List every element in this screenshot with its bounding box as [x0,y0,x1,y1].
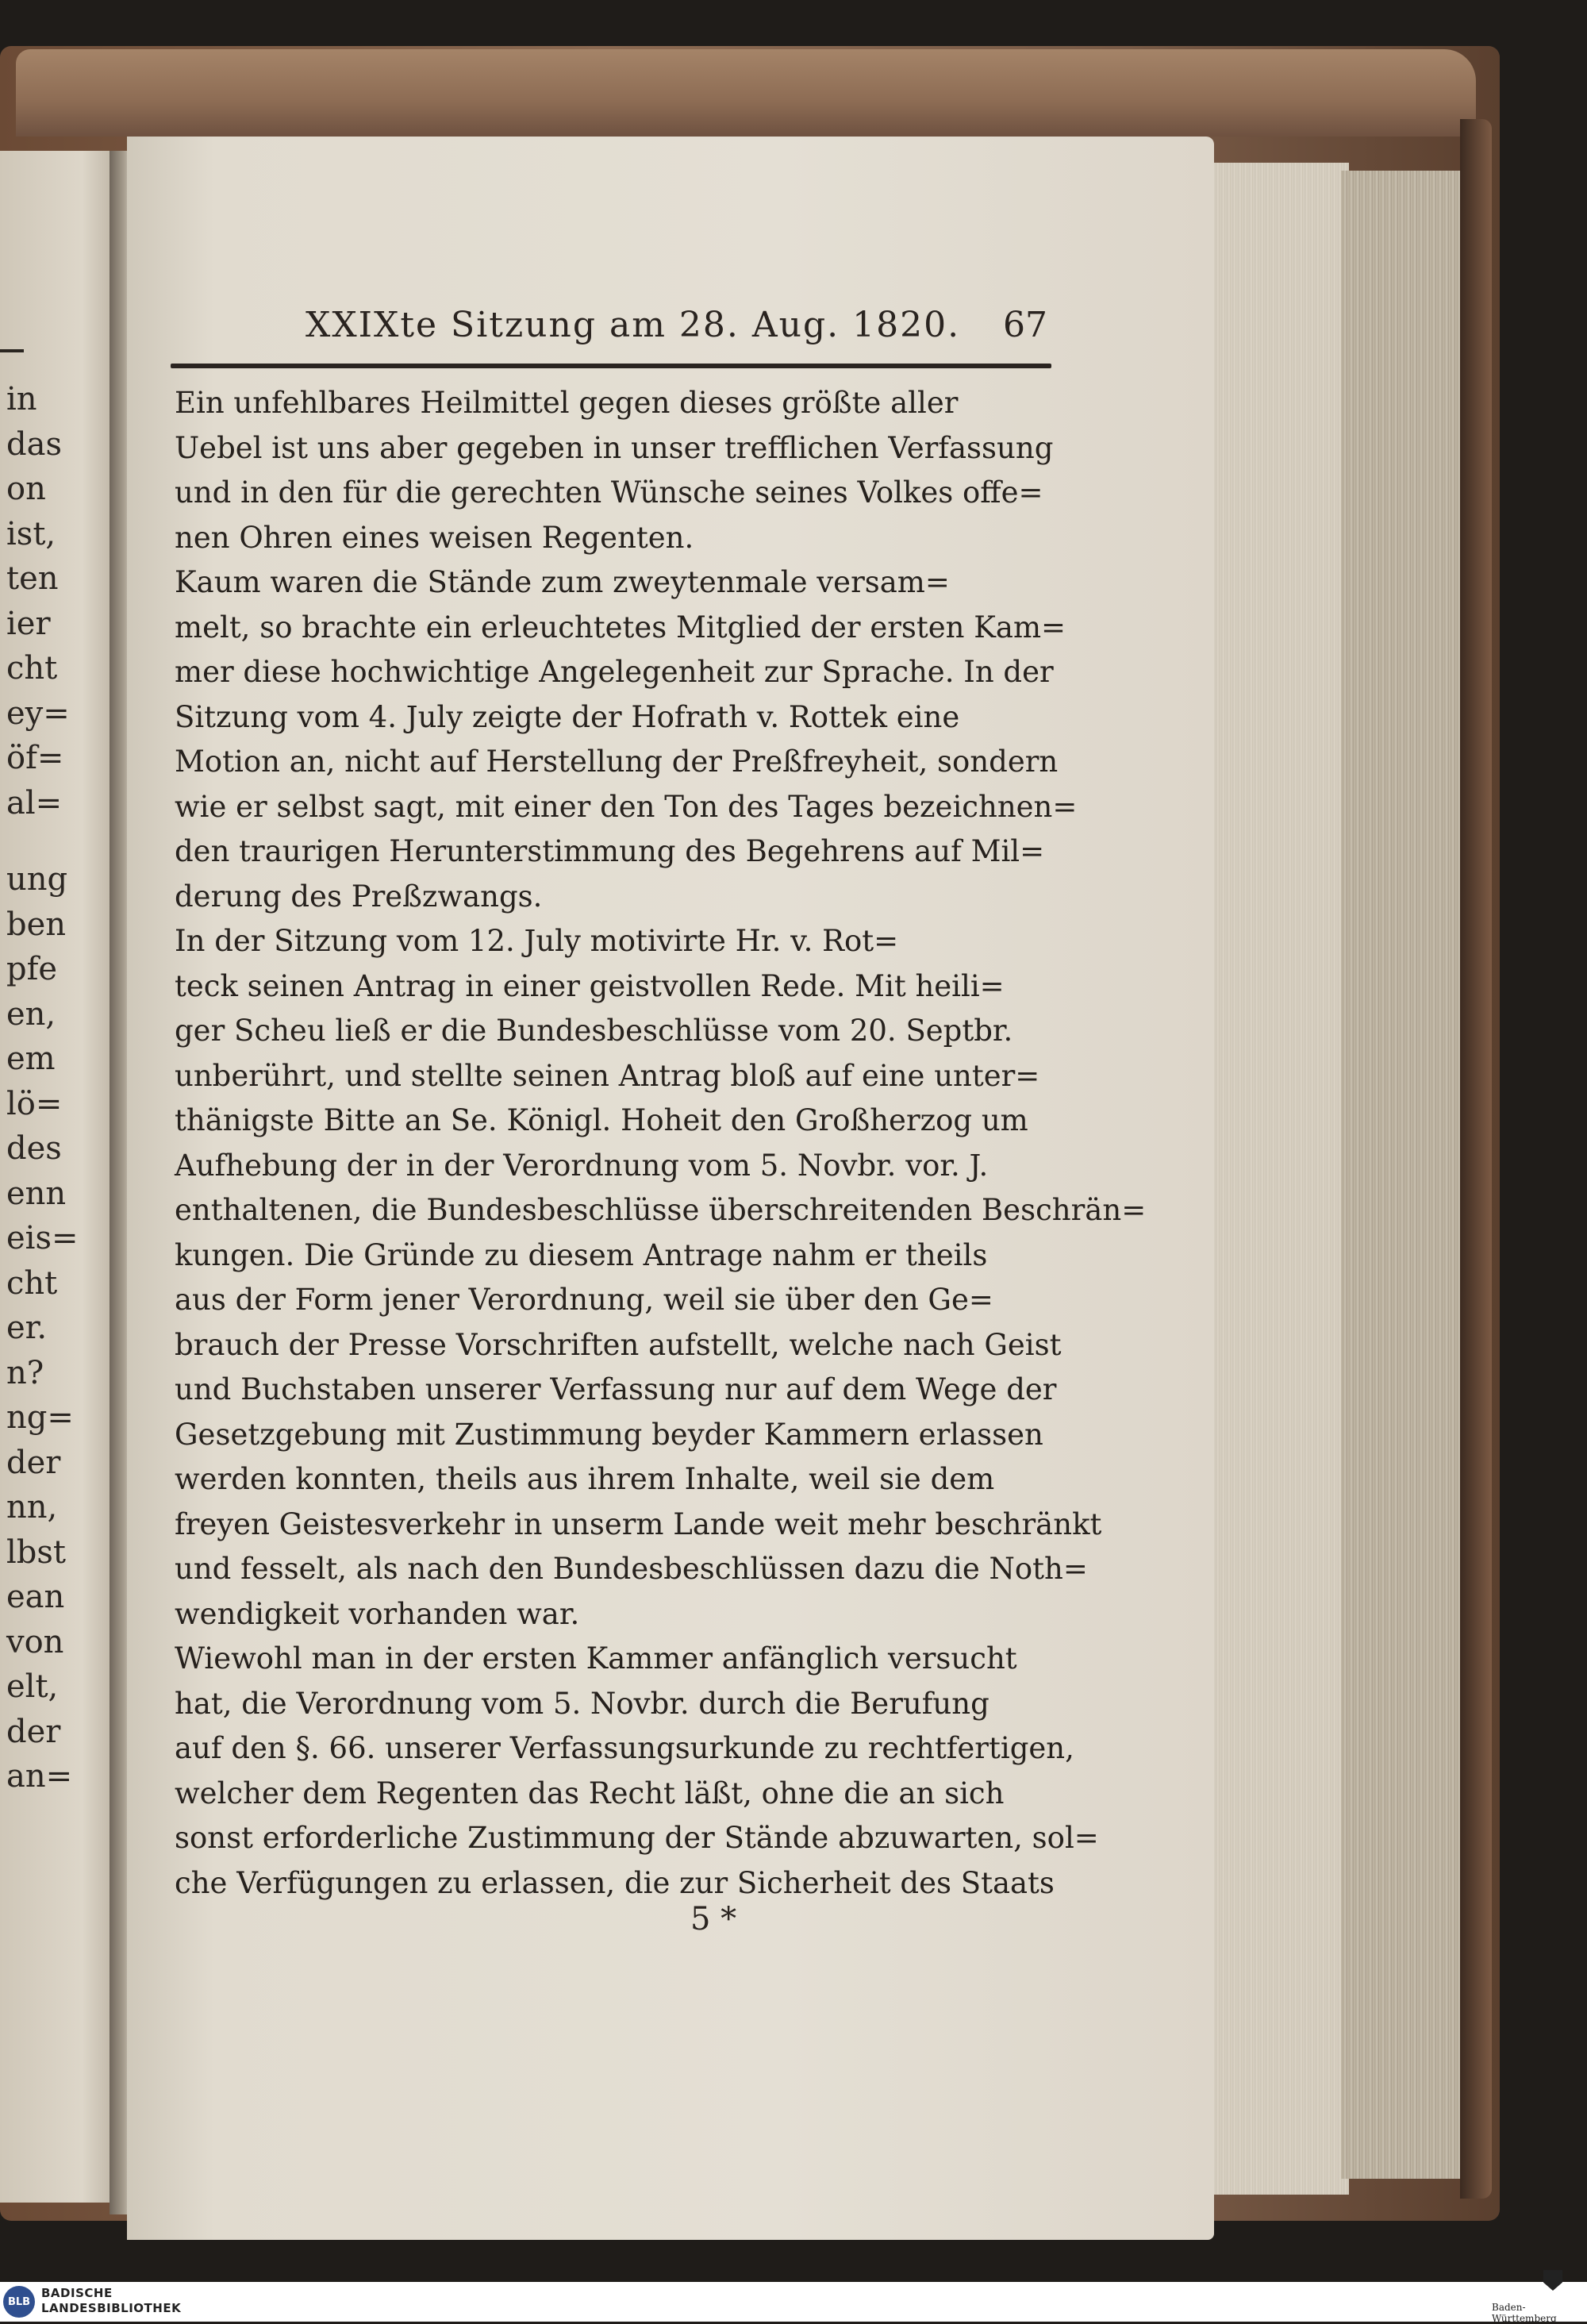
left-page-fragment: er. [6,1310,48,1346]
left-page-fragment: ung [6,861,68,898]
text-line: Ein unfehlbares Heilmittel gegen dieses größte aller [175,386,959,420]
left-page-fragment: ben [6,906,67,943]
text-line: kungen. Die Gründe zu diesem Antrage nahm er theils [175,1237,988,1272]
text-line: hat, die Verordnung vom 5. Novbr. durch die Berufung [175,1686,989,1721]
left-page-fragment: elt, [6,1668,59,1705]
text-line: werden konnten, theils aus ihrem Inhalte, weil sie dem [175,1462,995,1496]
text-line: enthaltenen, die Bundesbeschlüsse überschreitenden Beschrän= [175,1193,1147,1227]
left-page-fragment: al= [6,784,63,821]
left-page-fragment: von [6,1623,64,1660]
left-page-fragment: em [6,1041,56,1077]
text-line: welcher dem Regenten das Recht läßt, ohne die an sich [175,1776,1005,1810]
left-page-fragment: en, [6,995,56,1033]
left-page-rule [0,349,24,352]
page-block-edges [1214,163,1349,2195]
left-page-fragment: öf= [6,740,64,776]
left-page-fragment: eis= [6,1220,79,1256]
text-line: melt, so brachte ein erleuchtetes Mitglied der ersten Kam= [175,610,1066,644]
left-page-fragment: der [6,1713,61,1750]
text-line: Wiewohl man in der ersten Kammer anfänglich versucht [175,1641,1017,1676]
text-line: In der Sitzung vom 12. July motivirte Hr. v. Rot= [175,924,899,958]
library-name [41,2286,181,2316]
left-page-fragment: ng= [6,1399,74,1436]
left-page-fragment: das [6,425,62,463]
text-line: den traurigen Herunterstimmung des Begehrens auf Mil= [175,834,1045,868]
text-line: brauch der Presse Vorschriften aufstellt, welche nach Geist [175,1327,1062,1362]
text-line: wendigkeit vorhanden war. [175,1596,580,1631]
running-head [305,305,1047,352]
left-page-fragment: lbst [6,1533,66,1571]
text-line: Uebel ist uns aber gegeben in unser trefflichen Verfassung [175,430,1054,465]
library-name-line1: BADISCHE [41,2286,113,2300]
text-line: Gesetzgebung mit Zustimmung beyder Kammern erlassen [175,1417,1043,1452]
text-line: che Verfügungen zu erlassen, die zur Sicherheit des Staats [175,1865,1055,1900]
text-line: und fesselt, als nach den Bundesbeschlüssen dazu die Noth= [175,1552,1088,1586]
text-line: teck seinen Antrag in einer geistvollen Rede. Mit heili= [175,968,1005,1003]
body-text [175,381,1147,1906]
text-line: mer diese hochwichtige Angelegenheit zur Sprache. In der [175,655,1054,689]
text-line: und Buchstaben unserer Verfassung nur auf dem Wege der [175,1372,1057,1406]
page-block-edges-shadow [1341,171,1460,2179]
text-line: derung des Preßzwangs. [175,879,543,914]
text-line: Sitzung vom 4. July zeigte der Hofrath v. Rottek eine [175,699,960,734]
book-cover-right-board [1460,119,1492,2199]
text-line: unberührt, und stellte seinen Antrag bloß auf eine unter= [175,1058,1040,1093]
text-line: Motion an, nicht auf Herstellung der Preßfreyheit, sondern [175,745,1059,779]
left-page-fragment: pfe [6,951,58,987]
left-page-fragment: des [6,1130,62,1167]
text-line: ger Scheu ließ er die Bundesbeschlüsse vom 20. Septbr. [175,1014,1013,1048]
partner-label: Baden-Württemberg [1492,2302,1557,2324]
left-page [0,151,117,2203]
left-page-fragment: on [6,471,46,507]
left-page-fragment: cht [6,1264,58,1302]
left-page-fragment: ey= [6,695,70,732]
book-cover-top-edge [16,49,1476,137]
left-page-fragment: der [6,1444,61,1481]
signature-mark: 5 * [690,1901,737,1937]
library-name-line2: LANDESBIBLIOTHEK [41,2301,182,2315]
left-page-fragment: an= [6,1758,73,1795]
text-line: Aufhebung der in der Verordnung vom 5. Novbr. vor. J. [175,1148,989,1183]
left-page-fragment: lö= [6,1085,63,1122]
left-page-fragment: cht [6,650,58,687]
text-line: auf den §. 66. unserer Verfassungsurkunde zu rechtfertigen, [175,1731,1074,1765]
left-page-fragment: nn, [6,1489,58,1526]
text-line: wie er selbst sagt, mit einer den Ton des Tages bezeichnen= [175,789,1078,824]
text-line: und in den für die gerechten Wünsche seines Volkes offe= [175,475,1043,510]
page-number: 67 [1003,305,1047,345]
left-page-fragment: ist, [6,515,56,552]
header-rule [171,364,1051,368]
footer-bar [0,2282,1587,2322]
left-page-fragment: ean [6,1579,65,1615]
left-page-fragment: ier [6,605,51,642]
text-line: sonst erforderliche Zustimmung der Stände abzuwarten, sol= [175,1821,1099,1855]
text-line: thänigste Bitte an Se. Königl. Hoheit den Großherzog um [175,1103,1028,1137]
text-line: freyen Geistesverkehr in unserm Lande weit mehr beschränkt [175,1506,1102,1541]
text-line: Kaum waren die Stände zum zweytenmale versam= [175,565,950,599]
text-line: nen Ohren eines weisen Regenten. [175,520,694,555]
blb-logo: BLB [3,2286,35,2318]
left-page-fragment: ten [6,560,59,597]
left-page-fragment: n? [6,1354,44,1391]
running-title: XXIXte Sitzung am 28. Aug. 1820. [305,305,961,345]
left-page-fragment: enn [6,1175,67,1212]
text-line: aus der Form jener Verordnung, weil sie über den Ge= [175,1283,993,1317]
left-page-fragment: in [6,381,37,417]
